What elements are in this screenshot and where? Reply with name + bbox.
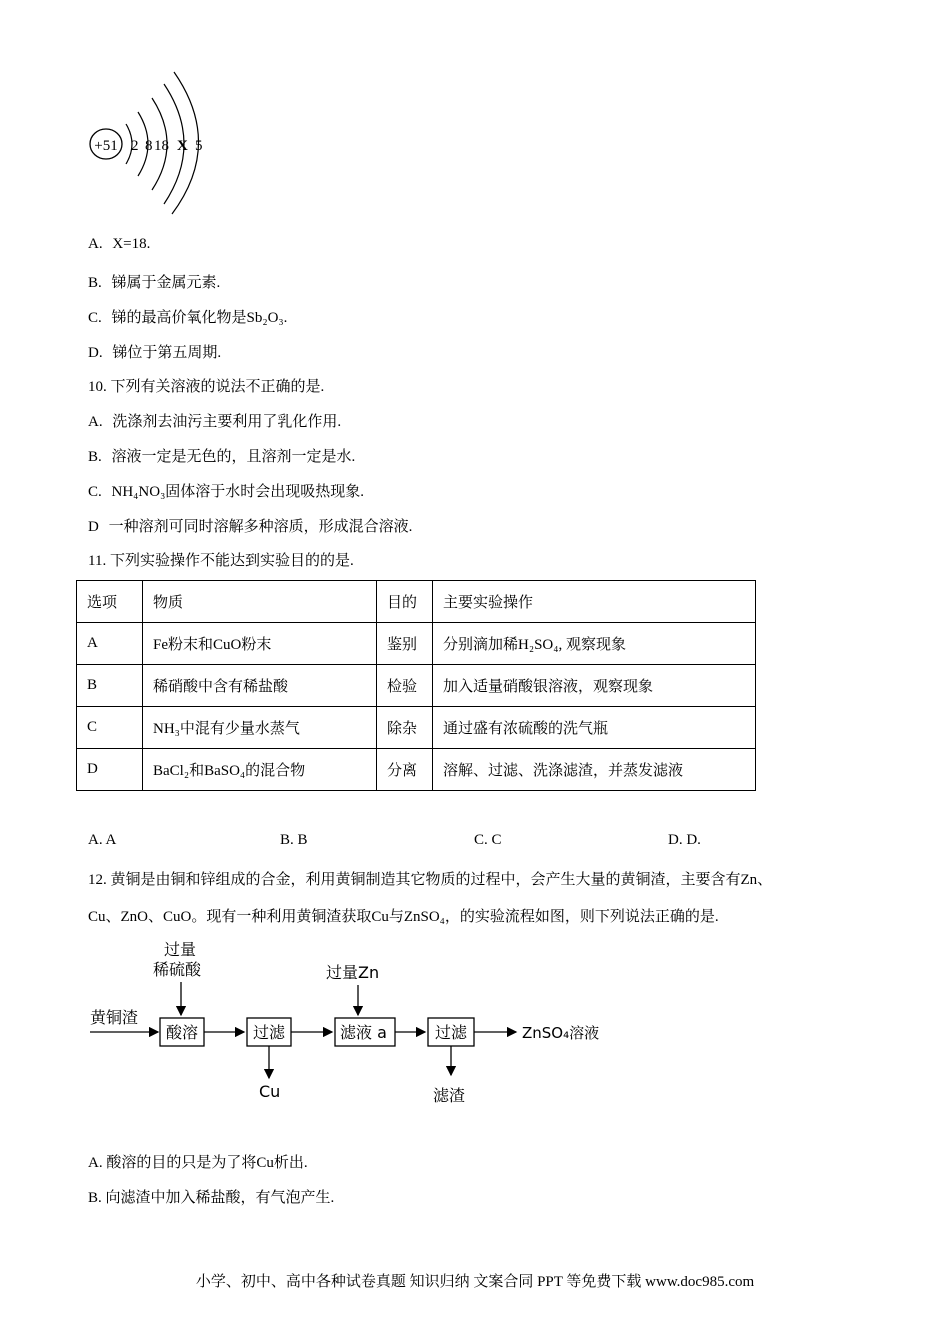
option-letter: C. bbox=[88, 484, 102, 500]
nucleus-label: +51 bbox=[94, 138, 118, 154]
q12-option-b: B. 向滤渣中加入稀盐酸，有气泡产生. bbox=[88, 1190, 335, 1206]
flow-step3-label: 滤液 a bbox=[340, 1023, 387, 1042]
shell-count-1: 2 bbox=[131, 138, 139, 154]
shell-count-5: 5 bbox=[195, 138, 203, 154]
option-letter: C. bbox=[88, 310, 102, 326]
q11-option-d: D. D. bbox=[668, 832, 701, 848]
table-cell: 鉴别 bbox=[377, 623, 433, 665]
table-row bbox=[77, 707, 756, 749]
table-cell: NH₃中混有少量水蒸气 bbox=[143, 707, 377, 749]
flow-output1-label: Cu bbox=[259, 1082, 281, 1101]
table-cell: D bbox=[77, 749, 143, 791]
option-text: X=18. bbox=[112, 236, 151, 252]
option-text: NH₄NO₃固体溶于水时会出现吸热现象. bbox=[111, 484, 365, 500]
flow-step2-label: 过滤 bbox=[253, 1023, 286, 1042]
option-letter: D. bbox=[88, 345, 103, 361]
option-text: 溶液一定是无色的，且溶剂一定是水. bbox=[111, 449, 356, 465]
table-cell: A bbox=[77, 623, 143, 665]
table-cell: 溶解、过滤、洗涤滤渣，并蒸发滤液 bbox=[433, 749, 756, 791]
q10-option-c bbox=[88, 480, 364, 501]
header-cell: 目的 bbox=[377, 581, 433, 623]
flow-product-label: ZnSO₄溶液 bbox=[522, 1024, 600, 1042]
flow-reagent1-line2: 稀硫酸 bbox=[153, 960, 202, 979]
atom-structure-diagram bbox=[86, 64, 226, 224]
table-cell: 加入适量硝酸银溶液，观察现象 bbox=[433, 665, 756, 707]
shell-count-4: X bbox=[177, 138, 188, 154]
shell-count-2: 8 bbox=[145, 138, 153, 154]
option-letter: D bbox=[88, 519, 99, 535]
option-text: 锑位于第五周期. bbox=[112, 345, 222, 361]
table-cell: 除杂 bbox=[377, 707, 433, 749]
page-footer: 小学、初中、高中各种试卷真题 知识归纳 文案合同 PPT 等免费下载 www.doc985.com bbox=[195, 1274, 755, 1290]
q11-table bbox=[76, 580, 756, 791]
table-cell: 检验 bbox=[377, 665, 433, 707]
table-cell: 分离 bbox=[377, 749, 433, 791]
shell-count-3: 18 bbox=[154, 138, 169, 154]
q11-stem: 11. 下列实验操作不能达到实验目的的是. bbox=[88, 553, 354, 569]
flow-reagent2-label: 过量Zn bbox=[326, 963, 380, 982]
table-header-row bbox=[77, 581, 756, 623]
table-row bbox=[77, 749, 756, 791]
q12-flow-diagram bbox=[86, 935, 616, 1110]
table-cell: Fe粉末和CuO粉末 bbox=[143, 623, 377, 665]
q12-option-a: A. 酸溶的目的只是为了将Cu析出. bbox=[88, 1155, 308, 1171]
flow-input-label: 黄铜渣 bbox=[90, 1008, 139, 1027]
q10-option-d bbox=[88, 515, 412, 536]
q11-option-a: A. A bbox=[88, 832, 117, 848]
flow-output2-label: 滤渣 bbox=[433, 1086, 466, 1105]
table-row bbox=[77, 623, 756, 665]
table-cell: C bbox=[77, 707, 143, 749]
option-text: 锑属于金属元素. bbox=[111, 275, 221, 291]
table-cell: 分别滴加稀H₂SO₄, 观察现象 bbox=[433, 623, 756, 665]
header-cell: 物质 bbox=[143, 581, 377, 623]
flow-reagent1-line1: 过量 bbox=[164, 940, 197, 959]
q10-option-a bbox=[88, 410, 341, 431]
option-letter: B. bbox=[88, 449, 102, 465]
q11-option-c: C. C bbox=[474, 832, 502, 848]
header-cell: 选项 bbox=[77, 581, 143, 623]
table-cell: 稀硝酸中含有稀盐酸 bbox=[143, 665, 377, 707]
table-cell: BaCl₂和BaSO₄的混合物 bbox=[143, 749, 377, 791]
table-cell: B bbox=[77, 665, 143, 707]
option-text: 洗涤剂去油污主要利用了乳化作用. bbox=[112, 414, 342, 430]
q9-option-c bbox=[88, 306, 287, 327]
q11-option-b: B. B bbox=[280, 832, 308, 848]
q9-option-b bbox=[88, 271, 220, 292]
q10-option-b bbox=[88, 445, 355, 466]
q9-option-d bbox=[88, 341, 221, 362]
option-letter: B. bbox=[88, 275, 102, 291]
q10-stem: 10. 下列有关溶液的说法不正确的是. bbox=[88, 379, 325, 395]
flow-step4-label: 过滤 bbox=[435, 1023, 468, 1042]
option-text: 一种溶剂可同时溶解多种溶质，形成混合溶液. bbox=[108, 519, 413, 535]
q12-stem-line1: 12. 黄铜是由铜和锌组成的合金，利用黄铜制造其它物质的过程中，会产生大量的黄铜渣，主要含有Zn、 bbox=[88, 872, 773, 888]
table-cell: 通过盛有浓硫酸的洗气瓶 bbox=[433, 707, 756, 749]
option-letter: A. bbox=[88, 414, 103, 430]
q12-stem-line2: Cu、ZnO、CuO。现有一种利用黄铜渣获取Cu与ZnSO₄，的实验流程如图，则下列说法正确的是. bbox=[88, 909, 719, 925]
q9-option-a bbox=[88, 236, 150, 253]
table-row bbox=[77, 665, 756, 707]
option-letter: A. bbox=[88, 236, 103, 252]
option-text: 锑的最高价氧化物是Sb₂O₃. bbox=[111, 310, 288, 326]
flow-step1-label: 酸溶 bbox=[166, 1023, 199, 1042]
header-cell: 主要实验操作 bbox=[433, 581, 756, 623]
